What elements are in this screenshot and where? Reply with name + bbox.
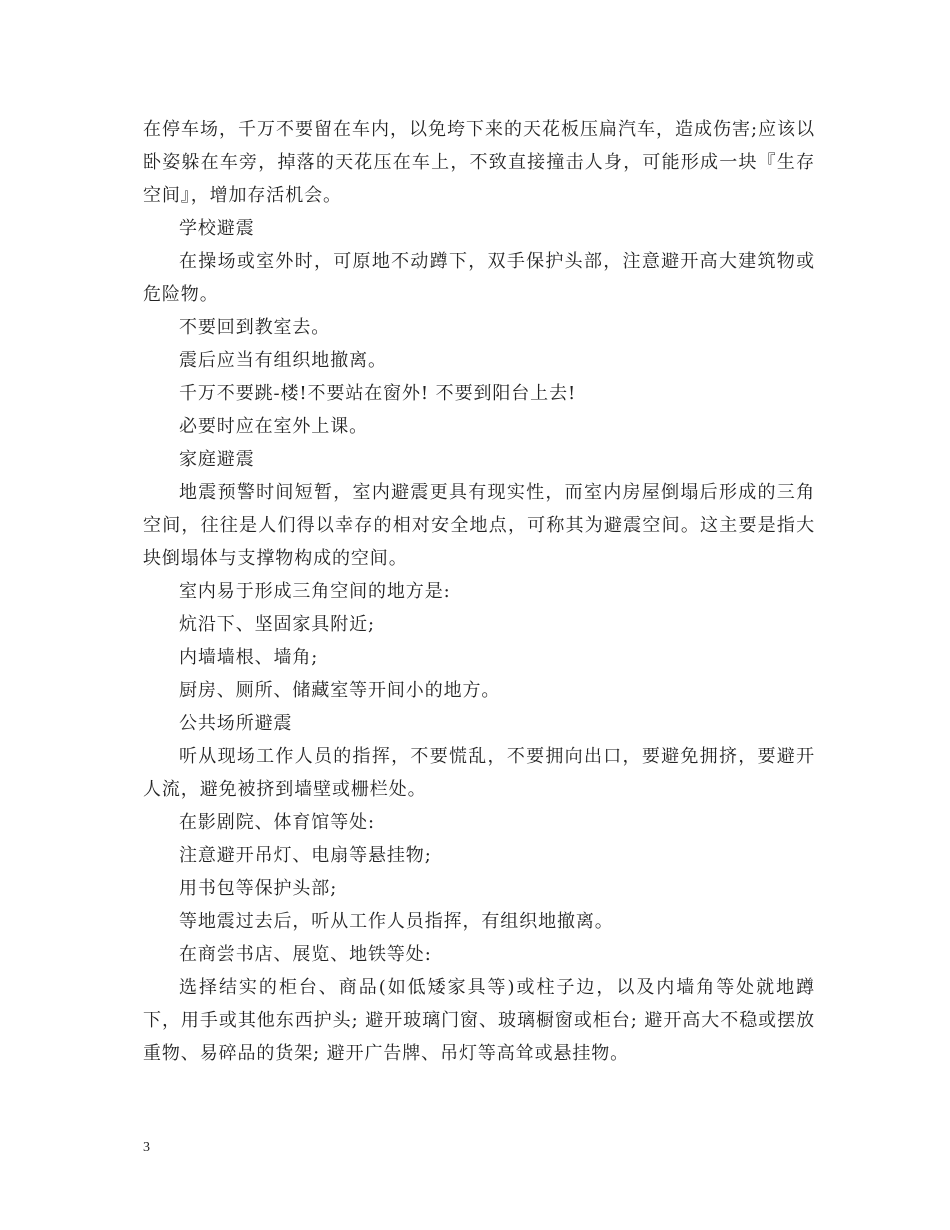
paragraph: 炕沿下、坚固家具附近; xyxy=(179,614,375,635)
paragraph: 在操场或室外时，可原地不动蹲下，双手保护头部，注意避开高大建筑物或危险物。 xyxy=(143,251,815,305)
paragraph: 在影剧院、体育馆等处: xyxy=(179,812,375,833)
paragraph: 震后应当有组织地撤离。 xyxy=(179,350,387,371)
paragraph: 不要回到教室去。 xyxy=(179,317,331,338)
paragraph: 室内易于形成三角空间的地方是: xyxy=(179,581,451,602)
paragraph: 注意避开吊灯、电扇等悬挂物; xyxy=(179,845,432,866)
paragraph: 等地震过去后，听从工作人员指挥，有组织地撤离。 xyxy=(179,911,614,932)
paragraph: 地震预警时间短暂，室内避震更具有现实性，而室内房屋倒塌后形成的三角空间，往往是人们得以幸存的相对安全地点，可称其为避震空间。这主要是指大块倒塌体与支撑物构成的空间。 xyxy=(143,482,815,569)
paragraph: 选择结实的柜台、商品(如低矮家具等)或柱子边，以及内墙角等处就地蹲下，用手或其他东西护头; 避开玻璃门窗、玻璃橱窗或柜台; 避开高大不稳或摆放重物、易碎品的货架; 避开广告牌、吊灯等高耸或悬挂物。 xyxy=(143,977,815,1064)
paragraph: 必要时应在室外上课。 xyxy=(179,416,368,437)
paragraph: 用书包等保护头部; xyxy=(179,878,338,899)
paragraph: 在停车场，千万不要留在车内，以免垮下来的天花板压扁汽车，造成伤害;应该以卧姿躲在车旁，掉落的天花压在车上，不致直接撞击人身，可能形成一块『生存空间』，增加存活机会。 xyxy=(143,119,815,206)
section-heading-home: 家庭避震 xyxy=(179,449,255,470)
paragraph: 内墙墙根、墙角; xyxy=(179,647,319,668)
paragraph: 厨房、厕所、储藏室等开间小的地方。 xyxy=(179,680,501,701)
section-heading-school: 学校避震 xyxy=(179,218,255,239)
document-body xyxy=(143,113,815,1070)
paragraph: 千万不要跳-楼!不要站在窗外! 不要到阳台上去! xyxy=(179,383,577,404)
page-number: 3 xyxy=(143,1140,150,1155)
paragraph: 听从现场工作人员的指挥，不要慌乱，不要拥向出口，要避免拥挤，要避开人流，避免被挤到墙壁或栅栏处。 xyxy=(143,746,815,800)
section-heading-public: 公共场所避震 xyxy=(179,713,293,734)
paragraph: 在商尝书店、展览、地铁等处: xyxy=(179,944,432,965)
